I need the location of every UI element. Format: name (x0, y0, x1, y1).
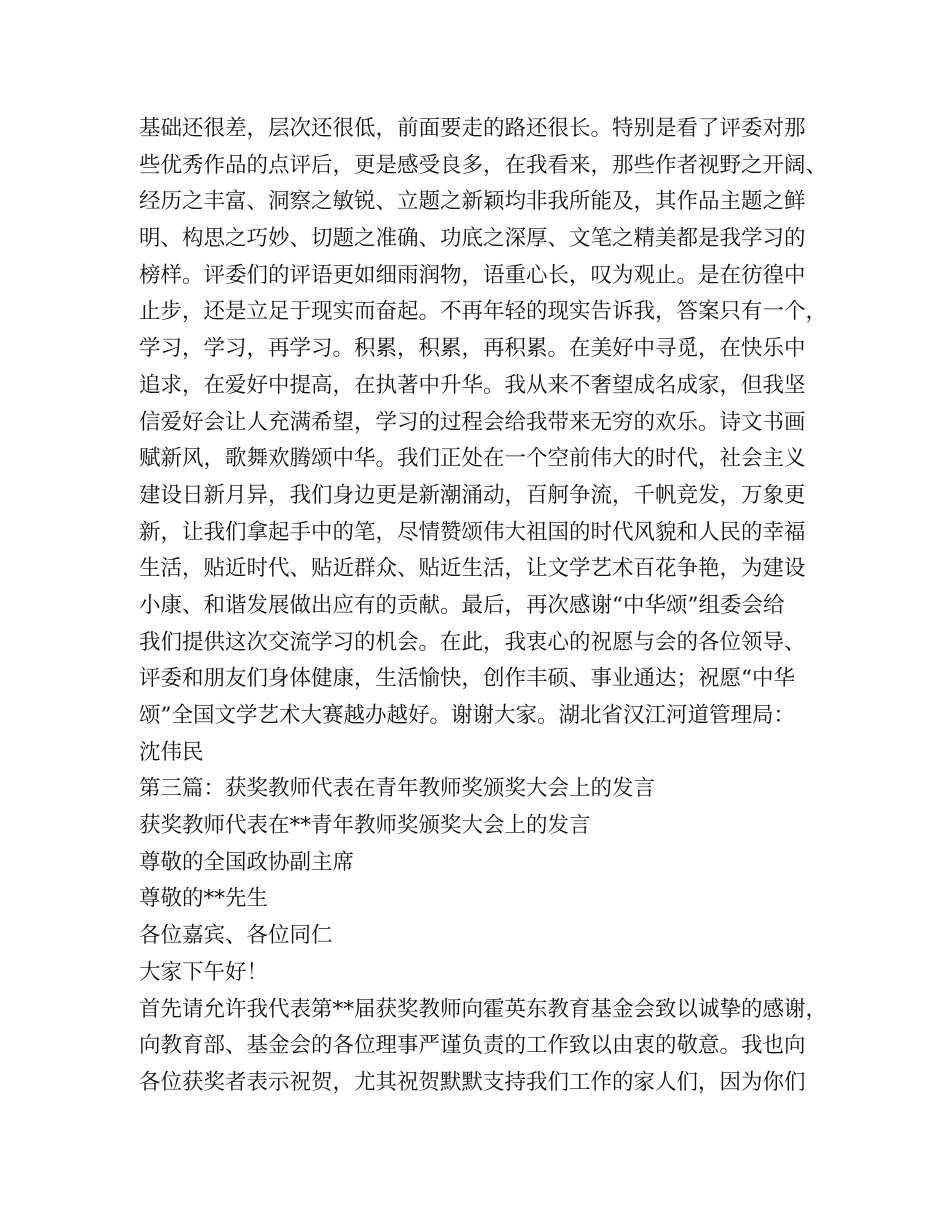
text-line: 追求，在爱好中提高，在执著中升华。我从来不奢望成名成家，但我坚 (139, 372, 806, 398)
text-line: 小康、和谐发展做出应有的贡献。最后，再次感谢“中华颂”组委会给 (139, 592, 785, 618)
greeting-line: 大家下午好！ (139, 959, 269, 985)
salutation-line: 各位嘉宾、各位同仁 (139, 923, 333, 949)
text-line: 经历之丰富、洞察之敏锐、立题之新颖均非我所能及，其作品主题之鲜 (139, 189, 806, 215)
text-line: 颂”全国文学艺术大赛越办越好。谢谢大家。湖北省汉江河道管理局： (139, 703, 795, 728)
text-line: 向教育部、基金会的各位理事严谨负责的工作致以由衷的敬意。我也向 (139, 1033, 806, 1059)
text-line: 信爱好会让人充满希望，学习的过程会给我带来无穷的欢乐。诗文书画 (139, 409, 806, 435)
salutation-line: 尊敬的全国政协副主席 (139, 849, 355, 875)
text-line: 首先请允许我代表第**届获奖教师向霍英东教育基金会致以诚挚的感谢， (139, 996, 828, 1022)
document-body (139, 111, 829, 1102)
text-line: 些优秀作品的点评后，更是感受良多，在我看来，那些作者视野之开阔、 (139, 152, 828, 178)
section-heading: 第三篇：获奖教师代表在青年教师奖颁奖大会上的发言 (139, 776, 656, 802)
text-line: 生活，贴近时代、贴近群众、贴近生活，让文学艺术百花争艳，为建设 (139, 556, 806, 582)
text-line: 新，让我们拿起手中的笔，尽情赞颂伟大祖国的时代风貌和人民的幸福 (139, 519, 806, 545)
text-line: 明、构思之巧妙、切题之准确、功底之深厚、文笔之精美都是我学习的 (139, 226, 806, 252)
author-name: 沈伟民 (139, 739, 204, 765)
text-line: 赋新风，歌舞欢腾颂中华。我们正处在一个空前伟大的时代，社会主义 (139, 446, 806, 472)
text-line: 我们提供这次交流学习的机会。在此，我衷心的祝愿与会的各位领导、 (139, 629, 806, 655)
salutation-line: 尊敬的**先生 (139, 886, 269, 912)
text-line: 各位获奖者表示祝贺，尤其祝贺默默支持我们工作的家人们，因为你们 (139, 1069, 806, 1095)
text-line: 学习，学习，再学习。积累，积累，再积累。在美好中寻觅，在快乐中 (139, 336, 806, 362)
text-line: 基础还很差，层次还很低，前面要走的路还很长。特别是看了评委对那 (139, 116, 806, 141)
text-line: 榜样。评委们的评语更如细雨润物，语重心长，叹为观止。是在彷徨中 (139, 262, 806, 288)
text-line: 止步，还是立足于现实而奋起。不再年轻的现实告诉我，答案只有一个， (139, 299, 828, 325)
speech-title: 获奖教师代表在**青年教师奖颁奖大会上的发言 (139, 813, 591, 839)
text-line: 评委和朋友们身体健康，生活愉快，创作丰硕、事业通达；祝愿“中华 (139, 666, 795, 692)
text-line: 建设日新月异，我们身边更是新潮涌动，百舸争流，千帆竞发，万象更 (139, 482, 806, 508)
